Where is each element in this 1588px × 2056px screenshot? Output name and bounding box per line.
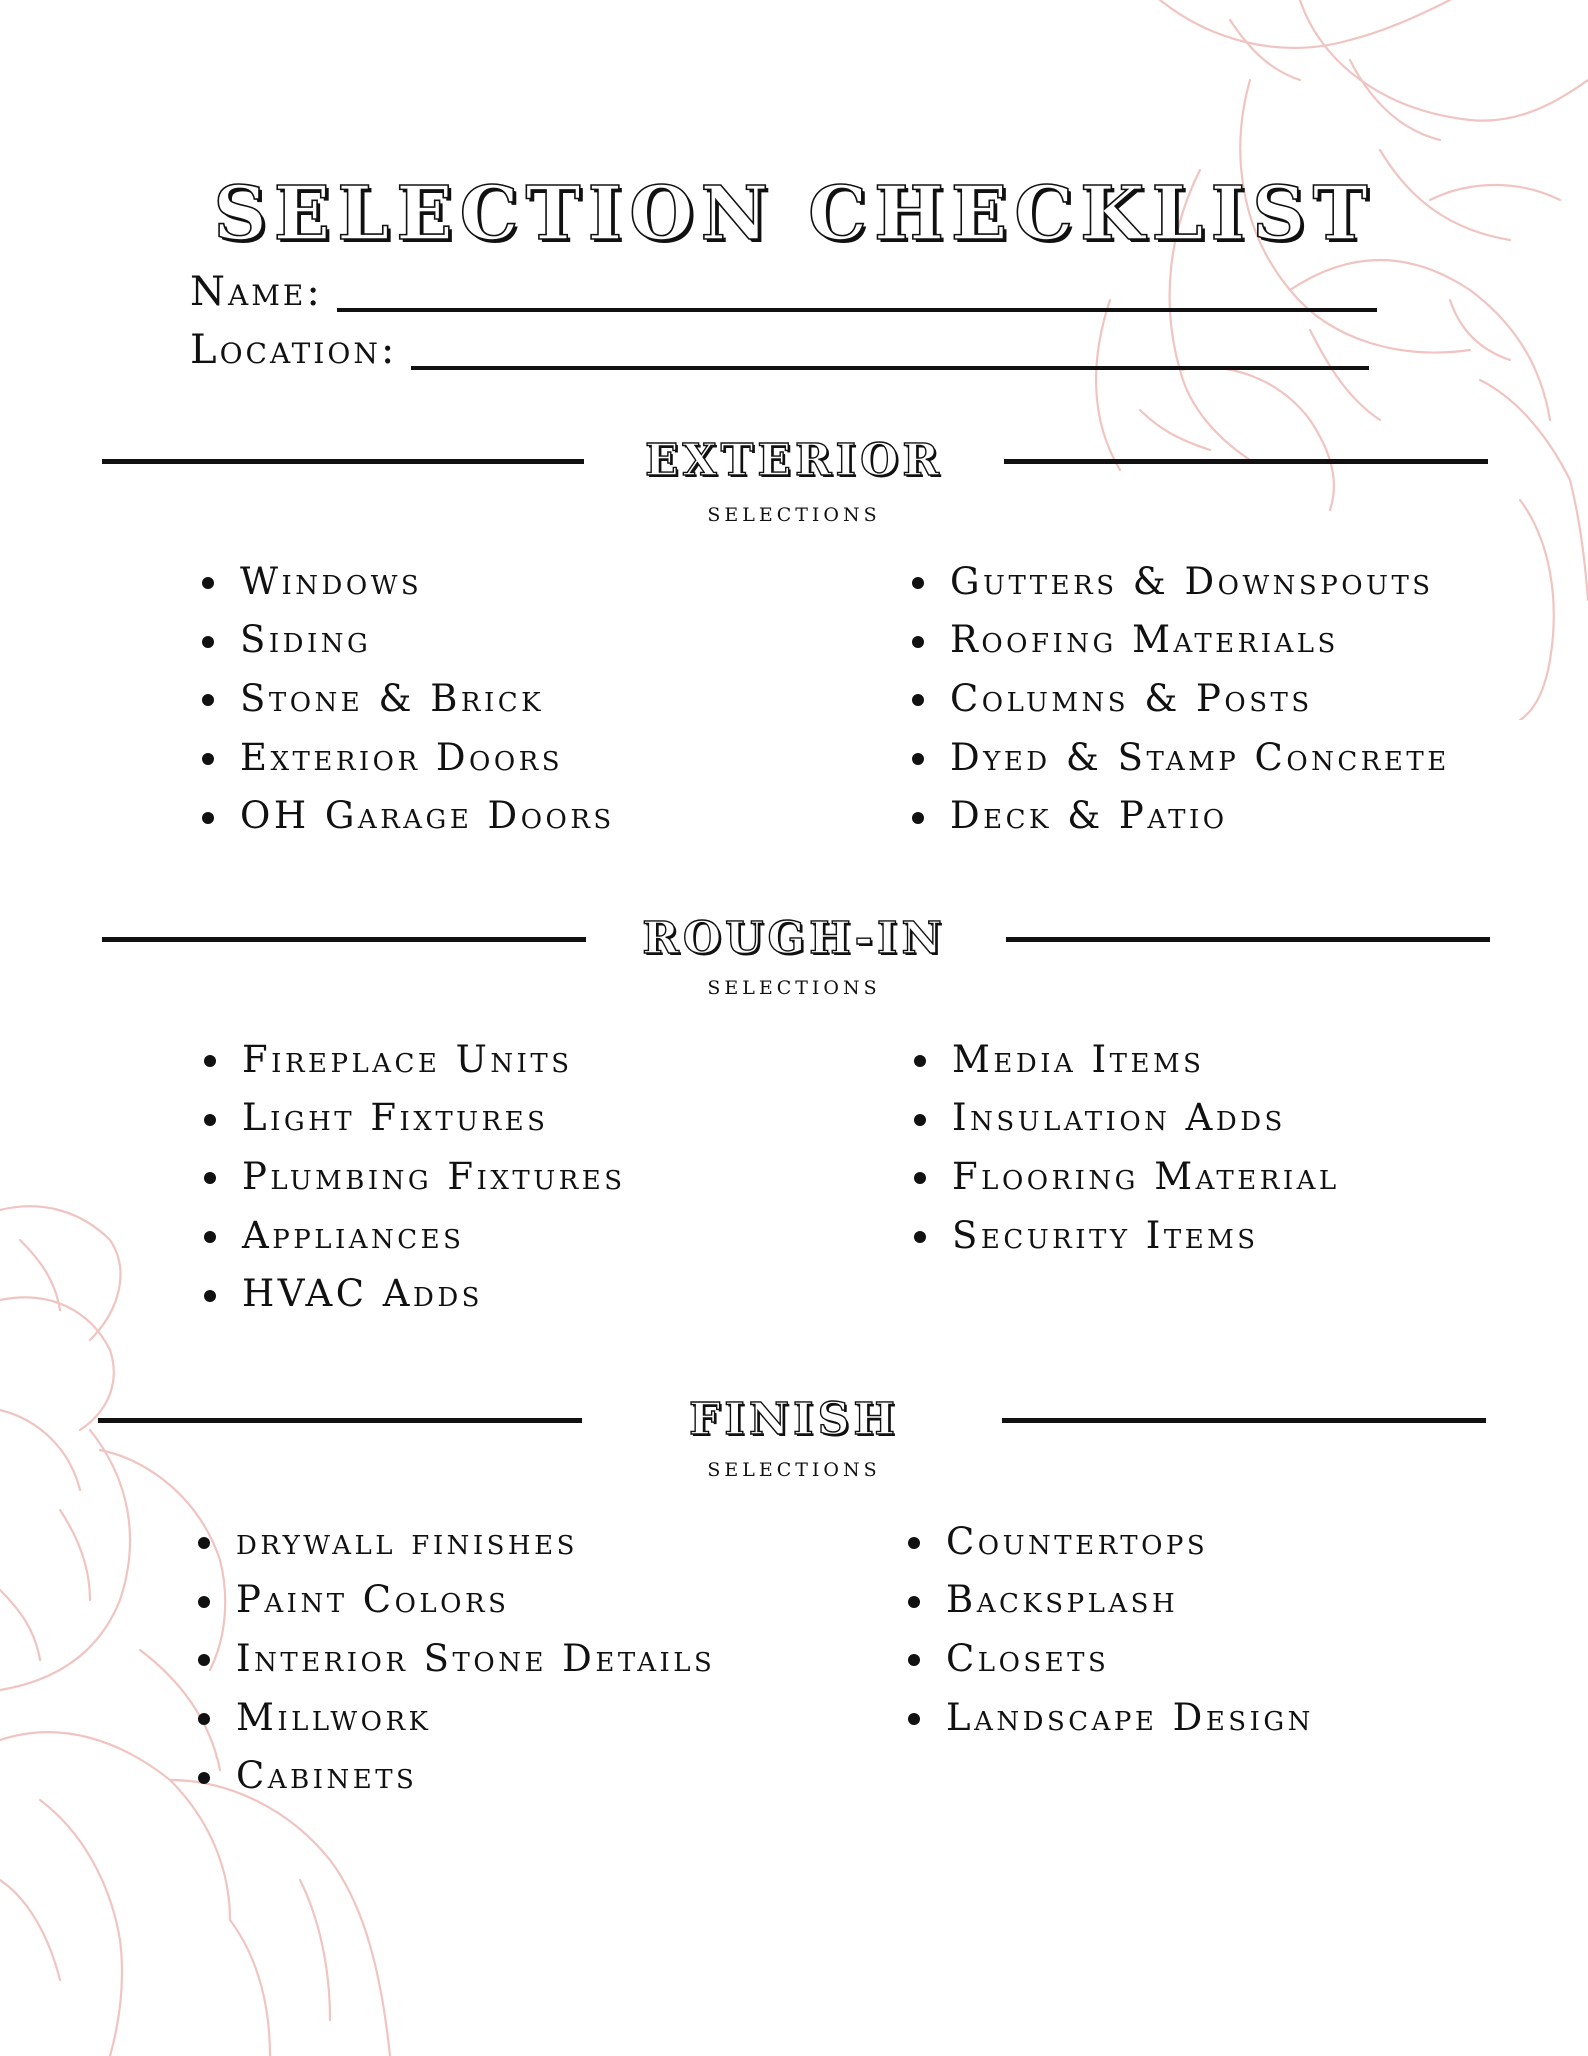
exterior-list-right (910, 552, 1450, 845)
list-item[interactable]: Flooring Material (912, 1147, 1340, 1206)
list-item[interactable]: Columns & Posts (910, 669, 1450, 728)
rough-in-list-right (912, 1030, 1340, 1264)
list-item[interactable]: Exterior Doors (200, 728, 615, 787)
finish-list-right (906, 1512, 1314, 1746)
list-item[interactable]: Deck & Patio (910, 786, 1450, 845)
list-item[interactable]: Media Items (912, 1030, 1340, 1089)
list-item[interactable]: Cabinets (196, 1746, 715, 1805)
rough-in-list-left (202, 1030, 626, 1323)
list-item[interactable]: Millwork (196, 1688, 715, 1747)
list-item[interactable]: Backsplash (906, 1571, 1314, 1630)
list-item[interactable]: Insulation Adds (912, 1089, 1340, 1148)
finish-heading: FINISH (689, 1394, 899, 1445)
exterior-subheading: SELECTIONS (707, 504, 881, 526)
list-item[interactable]: Windows (200, 552, 615, 611)
list-item[interactable]: Countertops (906, 1512, 1314, 1571)
finish-list-left (196, 1512, 715, 1805)
list-item[interactable]: Light Fixtures (202, 1089, 626, 1148)
location-line[interactable] (411, 366, 1369, 370)
list-item[interactable]: OH Garage Doors (200, 786, 615, 845)
list-item[interactable]: Fireplace Units (202, 1030, 626, 1089)
list-item[interactable]: Interior Stone Details (196, 1629, 715, 1688)
exterior-heading: EXTERIOR (645, 435, 943, 486)
list-item[interactable]: HVAC Adds (202, 1264, 626, 1323)
list-item[interactable]: Plumbing Fixtures (202, 1147, 626, 1206)
page-title: SELECTION CHECKLIST (213, 171, 1375, 257)
list-item[interactable]: Security Items (912, 1206, 1340, 1265)
list-item[interactable]: drywall finishes (196, 1512, 715, 1571)
exterior-list-left (200, 552, 615, 845)
rough-in-subheading: SELECTIONS (707, 977, 881, 999)
finish-subheading: SELECTIONS (707, 1459, 881, 1481)
location-label: Location: (190, 327, 398, 373)
name-line[interactable] (337, 308, 1377, 312)
name-field[interactable] (190, 268, 1377, 316)
list-item[interactable]: Landscape Design (906, 1688, 1314, 1747)
list-item[interactable]: Paint Colors (196, 1571, 715, 1630)
name-label: Name: (190, 269, 323, 315)
list-item[interactable]: Stone & Brick (200, 669, 615, 728)
list-item[interactable]: Siding (200, 611, 615, 670)
list-item[interactable]: Closets (906, 1629, 1314, 1688)
list-item[interactable]: Dyed & Stamp Concrete (910, 728, 1450, 787)
rough-in-heading: ROUGH-IN (642, 913, 946, 964)
list-item[interactable]: Gutters & Downspouts (910, 552, 1450, 611)
list-item[interactable]: Appliances (202, 1206, 626, 1265)
location-field[interactable] (190, 326, 1369, 374)
list-item[interactable]: Roofing Materials (910, 611, 1450, 670)
